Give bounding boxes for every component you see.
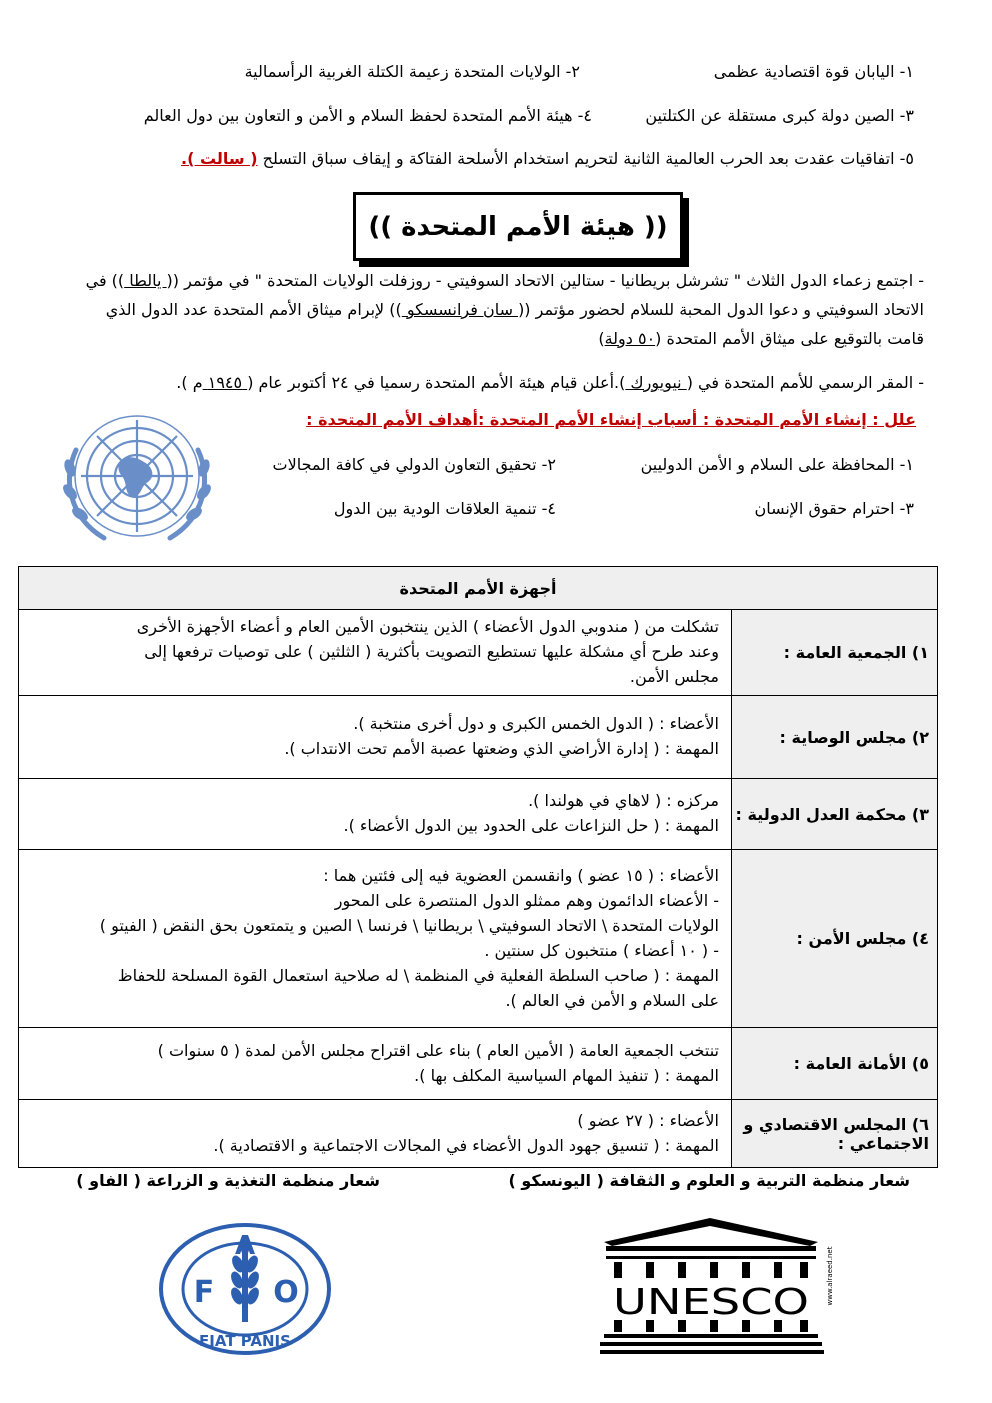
p1-part4: ) [598, 329, 605, 348]
fact-salt-text: ٥- اتفاقيات عقدت بعد الحرب العالمية الثانية لتحريم استخدام الأسلحة الفتاكة و إيقاف سباق التسلح [262, 149, 914, 168]
reasons-heading: علل : إنشاء الأمم المتحدة : أسباب إنشاء الأمم المتحدة :أهداف الأمم المتحدة : [306, 410, 916, 429]
un-organs-table [18, 566, 938, 1168]
p1-part1: - اجتمع زعماء الدول الثلاث " تشرشل بريطانيا - ستالين الاتحاد السوفيتي - روزفلت الولايات المتحدة " في مؤتمر (( [166, 271, 924, 290]
table-row [19, 696, 938, 779]
p1-part3: )) لإبرام ميثاق الأمم المتحدة عدد الدول الذي قامت بالتوقيع على ميثاق الأمم المتحدة ( [105, 300, 924, 348]
description-line: المهمة : ( تنسيق جهود الدول الأعضاء في المجالات الاجتماعية و الاقتصادية ). [213, 1135, 719, 1155]
p2-year: ١٩٤٥ [202, 373, 248, 392]
table-row [19, 779, 938, 850]
fao-motto: FIAT PANIS [199, 1332, 291, 1350]
table-row [19, 610, 938, 696]
fact-usa: ٢- الولايات المتحدة زعيمة الكتلة الغربية الرأسمالية [244, 62, 580, 81]
table-row [19, 1028, 938, 1100]
description-line: تشكلت من ( مندوبي الدول الأعضاء ) الذين ينتخبون الأمين العام و أعضاء الأجهزة الأخرى [136, 617, 719, 636]
fao-letter: A [234, 1231, 256, 1261]
paragraph-headquarters [64, 368, 924, 397]
description-line: المهمة : ( حل النزاعات على الحدود بين الدول الأعضاء ). [343, 816, 719, 835]
description-line: على السلام و الأمن في العالم ). [505, 990, 719, 1010]
description-line: المهمة : ( تنفيذ المهام السياسية المكلف بها ). [414, 1065, 719, 1085]
page-title: (( هيئة الأمم المتحدة )) [353, 192, 683, 261]
unesco-side-text: www.alraeed.net [826, 1246, 834, 1306]
goal-item: ٣- احترام حقوق الإنسان [754, 499, 914, 518]
description-line: المهمة : ( إدارة الأراضي الذي وضعتها عصبة الأمم تحت الانتداب ). [284, 739, 719, 758]
organ-name: ٥) الأمانة العامة : [732, 1028, 938, 1100]
description-line: مجلس الأمن. [629, 667, 719, 686]
description-line: مركزه : ( لاهاي في هولندا ). [528, 791, 719, 810]
organ-name: ٦) المجلس الاقتصادي و الاجتماعي : [732, 1100, 938, 1168]
organ-description [19, 850, 732, 1028]
table-row [19, 850, 938, 1028]
fact-salt [181, 149, 914, 168]
organ-name: ٤) مجلس الأمن : [732, 850, 938, 1028]
table-row [19, 1100, 938, 1168]
fao-letter: F [193, 1275, 215, 1310]
description-line: المهمة : ( صاحب السلطة الفعلية في المنظمة \ له صلاحية استعمال القوة المسلحة للحفاظ [117, 965, 719, 985]
organ-name: ٢) مجلس الوصاية : [732, 696, 938, 779]
organ-description [19, 1100, 732, 1168]
organ-name: ٣) محكمة العدل الدولية : [732, 779, 938, 850]
unesco-word: UNESCO [613, 1282, 809, 1323]
p2-part1: - المقر الرسمي للأمم المتحدة في ( [686, 373, 924, 392]
p1-yalta: يالطا [124, 271, 167, 290]
un-emblem-icon [56, 410, 218, 546]
table-header: أجهزة الأمم المتحدة [19, 567, 938, 610]
fact-salt-answer: ( سالت ). [181, 149, 258, 168]
fact-china: ٣- الصين دولة كبرى مستقلة عن الكتلتين [645, 106, 914, 125]
fao-letter: O [273, 1275, 299, 1310]
p1-sanfrancisco: سان فرانسسكو [401, 300, 519, 319]
fact-un: ٤- هيئة الأمم المتحدة لحفظ السلام و الأمن و التعاون بين دول العالم [143, 106, 592, 125]
organ-description [19, 1028, 732, 1100]
description-line: - ( ١٠ أعضاء ) منتخبون كل سنتين . [484, 940, 719, 960]
organ-description [19, 779, 732, 850]
goal-item: ٢- تحقيق التعاون الدولي في كافة المجالات [272, 455, 556, 474]
description-line: الأعضاء : ( ١٥ عضو ) وانقسمن العضوية فيه إلى فئتين هما : [323, 865, 719, 885]
goal-item: ١- المحافظة على السلام و الأمن الدوليين [640, 455, 914, 474]
description-line: وعند طرح أي مشكلة عليها تستطيع التصويت بأكثرية ( الثلثين ) على توصيات ترفعها إلى [144, 642, 719, 661]
p2-part2: ).أعلن قيام هيئة الأمم المتحدة رسميا في ٢٤ أكتوبر عام ( [247, 373, 626, 392]
organ-name: ١) الجمعية العامة : [732, 610, 938, 696]
p2-newyork: نيويورك [625, 373, 687, 392]
p2-part3: م ). [176, 373, 203, 392]
goal-item: ٤- تنمية العلاقات الودية بين الدول [333, 499, 556, 518]
fact-japan: ١- اليابان قوة اقتصادية عظمى [713, 62, 914, 81]
paragraph-founding [64, 266, 924, 353]
fao-caption: شعار منظمة التغذية و الزراعة ( الفاو ) [76, 1171, 380, 1190]
description-line: الأعضاء : ( ٢٧ عضو ) [577, 1110, 719, 1130]
description-line: - الأعضاء الدائمون وهم ممثلو الدول المنتصرة على المحور [334, 890, 719, 910]
fao-logo-icon [158, 1222, 332, 1356]
unesco-logo-icon [600, 1216, 842, 1354]
table-header-row [19, 567, 938, 610]
organ-description [19, 696, 732, 779]
description-line: الأعضاء : ( الدول الخمس الكبرى و دول أخرى منتخبة ). [353, 714, 719, 733]
description-line: الولايات المتحدة \ الاتحاد السوفيتي \ بريطانيا \ فرنسا \ الصين و يتمتعون بحق النقض ( الفيتو ) [99, 915, 719, 935]
p1-part2: )) في الاتحاد السوفيتي و دعوا الدول المحبة للسلام لحضور مؤتمر (( [85, 271, 924, 319]
description-line: تنتخب الجمعية العامة ( الأمين العام ) بناء على اقتراح مجلس الأمن لمدة ( ٥ سنوات ) [157, 1040, 719, 1060]
organ-description [19, 610, 732, 696]
unesco-caption: شعار منظمة التربية و العلوم و الثقافة ( اليونسكو ) [508, 1171, 910, 1190]
p1-count: ٥٠ دولة [604, 329, 656, 348]
